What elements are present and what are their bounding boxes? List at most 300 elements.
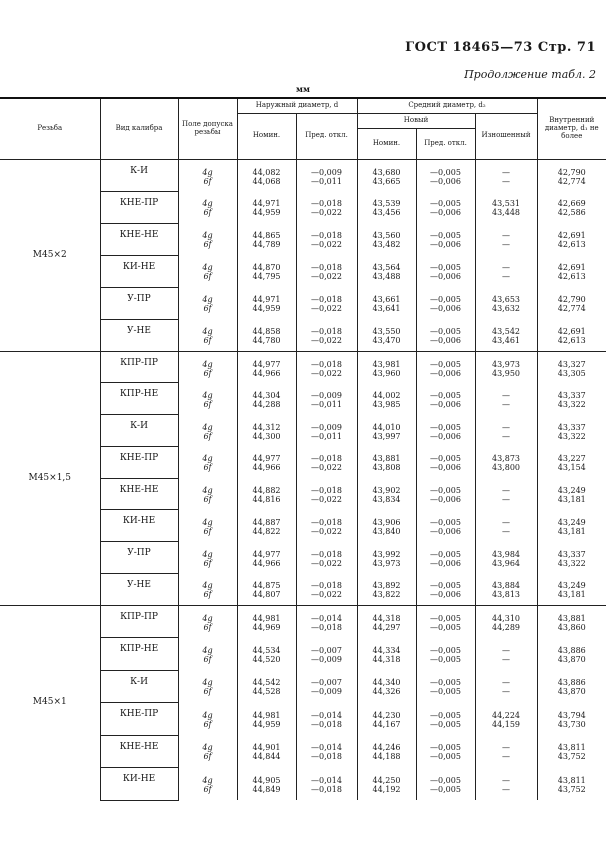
outer-dev-value: —0,022 — [311, 240, 342, 249]
outer-nom-cell — [237, 768, 296, 801]
outer-nom-value: 44,966 — [252, 463, 281, 473]
inner-value: 43,227 — [557, 454, 586, 464]
mean-dev-value: —0,005 — [430, 784, 461, 794]
mean-nom-value: 44,246 — [372, 743, 401, 752]
worn-value: 44,289 — [492, 622, 520, 632]
outer-dev-value: —0,009 — [311, 422, 342, 432]
outer-nom-value: 44,807 — [252, 590, 281, 600]
worn-value: — — [502, 743, 510, 752]
inner-value: 42,790 — [557, 295, 586, 304]
outer-nom-value: 44,068 — [252, 176, 281, 186]
worn-cell — [475, 287, 537, 319]
mean-dev-value: —0,006 — [430, 176, 461, 186]
tolerance-cell — [178, 768, 237, 801]
worn-value: — — [502, 784, 510, 794]
mean-nom-value: 44,334 — [372, 645, 401, 655]
outer-nom-value: 44,971 — [252, 199, 281, 208]
outer-nom-value: 44,520 — [252, 654, 281, 664]
outer-dev-value: —0,022 — [311, 558, 342, 568]
outer-dev-cell — [296, 542, 357, 574]
worn-value: — — [502, 486, 510, 495]
col-outer-nom: Номин. — [237, 113, 296, 159]
outer-nom-cell — [237, 159, 296, 191]
mean-dev-value: —0,005 — [430, 486, 461, 495]
worn-value: 43,531 — [492, 199, 520, 208]
mean-nom-value: 43,680 — [372, 167, 401, 177]
mean-dev-cell — [416, 768, 475, 801]
inner-value: 43,886 — [557, 678, 586, 687]
mean-nom-cell — [357, 670, 416, 703]
mean-dev-value: —0,005 — [430, 645, 461, 655]
tolerance-value: 4g — [202, 743, 213, 752]
outer-nom-value: 44,534 — [252, 645, 281, 655]
mean-dev-cell — [416, 319, 475, 351]
mean-dev-cell — [416, 223, 475, 255]
worn-value: 43,873 — [492, 454, 520, 464]
gauge-dimensions-table — [0, 97, 606, 801]
outer-dev-value: —0,011 — [311, 431, 342, 441]
outer-nom-cell — [237, 351, 296, 383]
inner-cell — [537, 735, 606, 768]
mean-dev-cell — [416, 159, 475, 191]
inner-cell — [537, 446, 606, 478]
inner-value: 42,790 — [557, 167, 586, 177]
outer-nom-cell — [237, 510, 296, 542]
worn-cell — [475, 319, 537, 351]
worn-cell — [475, 605, 537, 638]
worn-cell — [475, 735, 537, 768]
gauge-type: КНЕ-ПР — [100, 446, 178, 478]
inner-cell — [537, 573, 606, 605]
outer-dev-value: —0,018 — [311, 549, 342, 559]
mean-dev-value: —0,005 — [430, 199, 461, 208]
outer-nom-value: 44,966 — [252, 558, 281, 568]
inner-cell — [537, 415, 606, 447]
worn-cell — [475, 255, 537, 287]
tolerance-cell — [178, 446, 237, 478]
tolerance-cell — [178, 319, 237, 351]
col-outer-diameter: Наружный диаметр, d — [237, 98, 357, 113]
col-worn: Изношенный — [475, 113, 537, 159]
outer-nom-value: 44,959 — [252, 304, 281, 313]
outer-dev-value: —0,022 — [311, 590, 342, 600]
mean-dev-value: —0,005 — [430, 775, 461, 785]
outer-dev-value: —0,018 — [311, 231, 342, 240]
gauge-type: КИ-НЕ — [100, 510, 178, 542]
worn-value: — — [502, 687, 510, 696]
tolerance-value: 4g — [202, 486, 213, 495]
worn-value: — — [502, 431, 510, 441]
outer-dev-value: —0,018 — [311, 359, 342, 369]
mean-dev-value: —0,005 — [430, 549, 461, 559]
outer-dev-value: —0,009 — [311, 167, 342, 177]
tolerance-value: 6f — [203, 654, 212, 664]
mean-dev-cell — [416, 478, 475, 510]
inner-cell — [537, 383, 606, 415]
inner-cell — [537, 191, 606, 223]
outer-nom-value: 44,969 — [252, 622, 281, 632]
outer-dev-value: —0,022 — [311, 495, 342, 504]
tolerance-value: 4g — [202, 231, 213, 240]
inner-value: 43,154 — [557, 463, 586, 473]
inner-value: 43,752 — [557, 784, 586, 794]
worn-value: 44,310 — [492, 613, 520, 623]
outer-nom-value: 44,875 — [252, 581, 281, 591]
mean-nom-cell — [357, 223, 416, 255]
outer-dev-value: —0,018 — [311, 486, 342, 495]
mean-dev-value: —0,005 — [430, 752, 461, 761]
worn-value: 44,159 — [492, 719, 520, 729]
tolerance-value: 4g — [202, 581, 213, 591]
tolerance-cell — [178, 191, 237, 223]
inner-value: 43,881 — [557, 613, 586, 623]
mean-nom-value: 44,010 — [372, 422, 401, 432]
gauge-type: К-И — [100, 159, 178, 191]
outer-nom-cell — [237, 223, 296, 255]
tolerance-value: 6f — [203, 784, 212, 794]
outer-dev-value: —0,007 — [311, 678, 342, 687]
mean-nom-cell — [357, 542, 416, 574]
mean-nom-cell — [357, 735, 416, 768]
outer-nom-value: 44,901 — [252, 743, 281, 752]
mean-dev-value: —0,006 — [430, 272, 461, 281]
outer-nom-value: 44,858 — [252, 327, 281, 336]
outer-nom-cell — [237, 573, 296, 605]
worn-cell — [475, 478, 537, 510]
outer-dev-cell — [296, 510, 357, 542]
thread-size: M45×1 — [0, 605, 100, 800]
col-new: Новый — [357, 113, 475, 128]
tolerance-value: 6f — [203, 399, 212, 409]
inner-value: 43,886 — [557, 645, 586, 655]
inner-cell — [537, 768, 606, 801]
outer-nom-value: 44,882 — [252, 486, 281, 495]
mean-nom-value: 43,906 — [372, 517, 401, 527]
mean-dev-value: —0,005 — [430, 654, 461, 664]
tolerance-cell — [178, 735, 237, 768]
outer-nom-value: 44,780 — [252, 336, 281, 345]
mean-dev-value: —0,005 — [430, 390, 461, 400]
mean-nom-value: 43,456 — [372, 208, 401, 217]
outer-dev-cell — [296, 670, 357, 703]
gauge-type: У-НЕ — [100, 573, 178, 605]
mean-dev-value: —0,005 — [430, 678, 461, 687]
mean-dev-value: —0,006 — [430, 399, 461, 409]
inner-cell — [537, 605, 606, 638]
mean-dev-cell — [416, 415, 475, 447]
mean-nom-cell — [357, 351, 416, 383]
tolerance-value: 4g — [202, 710, 213, 720]
worn-value: 44,224 — [492, 710, 520, 720]
inner-cell — [537, 542, 606, 574]
mean-dev-value: —0,005 — [430, 613, 461, 623]
outer-nom-value: 44,981 — [252, 613, 281, 623]
table-row — [0, 605, 606, 638]
inner-value: 42,613 — [557, 272, 586, 281]
outer-nom-value: 44,977 — [252, 454, 281, 464]
worn-value: — — [502, 495, 510, 504]
mean-dev-cell — [416, 735, 475, 768]
inner-value: 43,181 — [557, 495, 586, 504]
outer-dev-cell — [296, 159, 357, 191]
outer-dev-cell — [296, 703, 357, 736]
mean-dev-cell — [416, 446, 475, 478]
inner-value: 43,337 — [557, 390, 586, 400]
table-row — [0, 159, 606, 191]
worn-cell — [475, 670, 537, 703]
mean-nom-value: 43,539 — [372, 199, 401, 208]
mean-nom-cell — [357, 287, 416, 319]
worn-cell — [475, 383, 537, 415]
outer-dev-cell — [296, 478, 357, 510]
tolerance-value: 4g — [202, 199, 213, 208]
outer-dev-value: —0,014 — [311, 775, 342, 785]
mean-dev-value: —0,006 — [430, 304, 461, 313]
tolerance-value: 6f — [203, 368, 212, 378]
tolerance-value: 6f — [203, 719, 212, 729]
outer-nom-value: 44,959 — [252, 719, 281, 729]
mean-dev-value: —0,005 — [430, 263, 461, 272]
mean-dev-cell — [416, 670, 475, 703]
inner-value: 43,322 — [557, 399, 586, 409]
gauge-type: У-ПР — [100, 287, 178, 319]
outer-dev-value: —0,022 — [311, 208, 342, 217]
outer-nom-cell — [237, 319, 296, 351]
mean-nom-cell — [357, 573, 416, 605]
outer-dev-value: —0,018 — [311, 517, 342, 527]
worn-value: — — [502, 390, 510, 400]
mean-nom-cell — [357, 159, 416, 191]
outer-dev-value: —0,018 — [311, 295, 342, 304]
mean-dev-value: —0,006 — [430, 526, 461, 536]
outer-dev-value: —0,007 — [311, 645, 342, 655]
inner-cell — [537, 510, 606, 542]
mean-dev-value: —0,006 — [430, 431, 461, 441]
mean-dev-value: —0,006 — [430, 558, 461, 568]
worn-cell — [475, 223, 537, 255]
mean-nom-cell — [357, 319, 416, 351]
outer-dev-value: —0,011 — [311, 399, 342, 409]
outer-dev-cell — [296, 573, 357, 605]
mean-dev-value: —0,006 — [430, 495, 461, 504]
outer-nom-cell — [237, 703, 296, 736]
mean-dev-cell — [416, 191, 475, 223]
worn-cell — [475, 542, 537, 574]
inner-value: 43,794 — [557, 710, 586, 720]
col-outer-dev: Пред. откл. — [296, 113, 357, 159]
outer-nom-value: 44,312 — [252, 422, 281, 432]
mean-nom-cell — [357, 415, 416, 447]
mean-dev-value: —0,005 — [430, 581, 461, 591]
mean-nom-value: 43,822 — [372, 590, 401, 600]
mean-nom-value: 43,973 — [372, 558, 401, 568]
outer-dev-value: —0,014 — [311, 613, 342, 623]
outer-nom-cell — [237, 415, 296, 447]
mean-dev-value: —0,005 — [430, 295, 461, 304]
outer-nom-value: 44,844 — [252, 752, 281, 761]
outer-nom-cell — [237, 383, 296, 415]
tolerance-cell — [178, 670, 237, 703]
mean-nom-value: 43,881 — [372, 454, 401, 464]
inner-cell — [537, 351, 606, 383]
mean-dev-cell — [416, 542, 475, 574]
col-mean-diameter: Средний диаметр, d₂ — [357, 98, 537, 113]
outer-nom-value: 44,082 — [252, 167, 281, 177]
mean-nom-value: 43,550 — [372, 327, 401, 336]
outer-nom-value: 44,981 — [252, 710, 281, 720]
worn-value: — — [502, 517, 510, 527]
mean-nom-value: 44,230 — [372, 710, 401, 720]
tolerance-cell — [178, 415, 237, 447]
col-tolerance-field: Поле допуска резьбы — [178, 98, 237, 159]
tolerance-value: 4g — [202, 263, 213, 272]
worn-value: — — [502, 263, 510, 272]
tolerance-cell — [178, 255, 237, 287]
mean-dev-cell — [416, 255, 475, 287]
mean-nom-value: 44,340 — [372, 678, 401, 687]
tolerance-cell — [178, 638, 237, 671]
inner-cell — [537, 223, 606, 255]
gauge-type: КНЕ-НЕ — [100, 223, 178, 255]
tolerance-cell — [178, 383, 237, 415]
gauge-type: КНЕ-ПР — [100, 191, 178, 223]
mean-dev-value: —0,005 — [430, 743, 461, 752]
inner-cell — [537, 255, 606, 287]
outer-dev-value: —0,022 — [311, 272, 342, 281]
outer-dev-cell — [296, 223, 357, 255]
gauge-type: КПР-НЕ — [100, 638, 178, 671]
outer-nom-cell — [237, 735, 296, 768]
outer-nom-cell — [237, 255, 296, 287]
outer-dev-value: —0,009 — [311, 390, 342, 400]
worn-value: 43,984 — [492, 549, 520, 559]
mean-dev-value: —0,005 — [430, 167, 461, 177]
outer-dev-value: —0,022 — [311, 304, 342, 313]
outer-dev-value: —0,018 — [311, 199, 342, 208]
worn-value: — — [502, 422, 510, 432]
inner-value: 42,691 — [557, 327, 586, 336]
outer-dev-cell — [296, 319, 357, 351]
mean-nom-value: 44,326 — [372, 687, 401, 696]
outer-dev-cell — [296, 351, 357, 383]
tolerance-value: 6f — [203, 304, 212, 313]
mean-dev-value: —0,006 — [430, 368, 461, 378]
col-inner-diameter: Внутренний диаметр, d₁ не более — [537, 98, 606, 159]
mean-dev-cell — [416, 351, 475, 383]
outer-dev-value: —0,018 — [311, 454, 342, 464]
inner-value: 43,322 — [557, 558, 586, 568]
mean-dev-value: —0,005 — [430, 687, 461, 696]
mean-nom-value: 43,661 — [372, 295, 401, 304]
mean-nom-value: 43,641 — [372, 304, 401, 313]
inner-value: 43,811 — [557, 743, 586, 752]
inner-value: 42,586 — [557, 208, 586, 217]
outer-nom-value: 44,288 — [252, 399, 281, 409]
worn-cell — [475, 638, 537, 671]
outer-nom-value: 44,870 — [252, 263, 281, 272]
table-row — [0, 351, 606, 383]
mean-dev-value: —0,005 — [430, 231, 461, 240]
mean-nom-value: 43,808 — [372, 463, 401, 473]
outer-nom-cell — [237, 670, 296, 703]
mean-nom-cell — [357, 255, 416, 287]
outer-nom-cell — [237, 287, 296, 319]
worn-value: 43,461 — [492, 336, 520, 345]
table-body — [0, 159, 606, 800]
col-mean-nom: Номин. — [357, 128, 416, 159]
gauge-type: КПР-НЕ — [100, 383, 178, 415]
mean-dev-value: —0,005 — [430, 517, 461, 527]
worn-value: 43,632 — [492, 304, 520, 313]
mean-dev-cell — [416, 383, 475, 415]
tolerance-value: 6f — [203, 431, 212, 441]
mean-nom-cell — [357, 478, 416, 510]
gauge-type: КПР-ПР — [100, 605, 178, 638]
outer-dev-value: —0,022 — [311, 526, 342, 536]
outer-dev-value: —0,014 — [311, 743, 342, 752]
inner-cell — [537, 703, 606, 736]
mean-nom-value: 43,560 — [372, 231, 401, 240]
outer-dev-value: —0,022 — [311, 368, 342, 378]
mean-nom-value: 44,167 — [372, 719, 401, 729]
mean-nom-cell — [357, 605, 416, 638]
worn-value: — — [502, 240, 510, 249]
outer-dev-value: —0,018 — [311, 622, 342, 632]
tolerance-value: 4g — [202, 549, 213, 559]
tolerance-value: 6f — [203, 687, 212, 696]
mean-dev-value: —0,006 — [430, 336, 461, 345]
worn-value: 43,964 — [492, 558, 520, 568]
gauge-type: КНЕ-НЕ — [100, 735, 178, 768]
worn-value: — — [502, 167, 510, 177]
mean-nom-value: 43,488 — [372, 272, 401, 281]
mean-nom-value: 43,840 — [372, 526, 401, 536]
worn-value: — — [502, 654, 510, 664]
outer-dev-value: —0,009 — [311, 687, 342, 696]
tolerance-value: 4g — [202, 359, 213, 369]
tolerance-value: 6f — [203, 558, 212, 568]
tolerance-value: 6f — [203, 208, 212, 217]
inner-value: 43,337 — [557, 549, 586, 559]
mean-nom-cell — [357, 510, 416, 542]
inner-value: 43,249 — [557, 486, 586, 495]
tolerance-value: 6f — [203, 526, 212, 536]
worn-cell — [475, 191, 537, 223]
inner-value: 42,774 — [557, 176, 586, 186]
units-label: мм — [296, 84, 310, 94]
worn-cell — [475, 415, 537, 447]
tolerance-value: 4g — [202, 295, 213, 304]
mean-nom-cell — [357, 191, 416, 223]
tolerance-value: 6f — [203, 463, 212, 473]
inner-value: 42,774 — [557, 304, 586, 313]
worn-value: — — [502, 176, 510, 186]
outer-nom-value: 44,816 — [252, 495, 281, 504]
inner-value: 43,860 — [557, 622, 586, 632]
mean-nom-value: 44,192 — [372, 784, 401, 794]
tolerance-value: 4g — [202, 327, 213, 336]
mean-nom-value: 44,188 — [372, 752, 401, 761]
tolerance-cell — [178, 605, 237, 638]
inner-value: 42,669 — [557, 199, 586, 208]
outer-nom-cell — [237, 605, 296, 638]
worn-value: 43,653 — [492, 295, 520, 304]
inner-value: 43,181 — [557, 590, 586, 600]
mean-dev-value: —0,005 — [430, 422, 461, 432]
mean-dev-cell — [416, 638, 475, 671]
worn-value: 43,950 — [492, 368, 520, 378]
tolerance-cell — [178, 223, 237, 255]
